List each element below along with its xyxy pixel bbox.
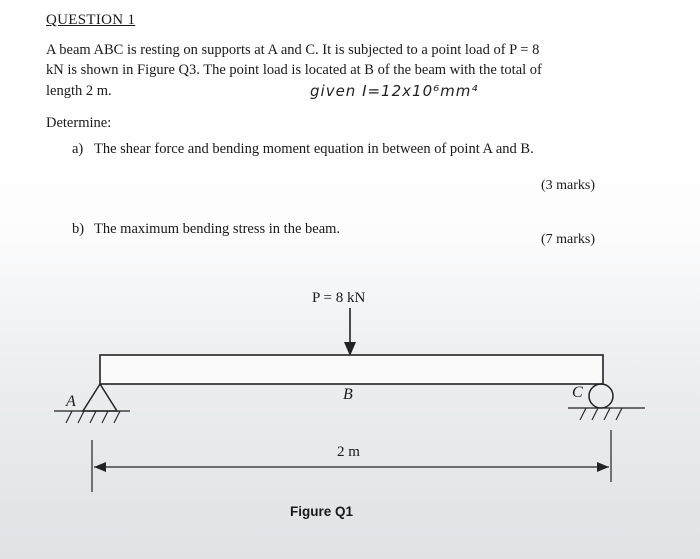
- load-label: P = 8 kN: [312, 290, 366, 306]
- load-arrow: [344, 308, 356, 356]
- point-a-label: A: [66, 393, 76, 410]
- span-label: 2 m: [337, 444, 360, 460]
- part-a-marks: (3 marks): [541, 178, 596, 193]
- point-b-label: B: [343, 386, 353, 403]
- beam: [100, 355, 603, 384]
- intro-line-3: length 2 m.: [46, 83, 112, 99]
- figure-caption: Figure Q1: [290, 504, 354, 519]
- part-a-text: The shear force and bending moment equation in between of point A and B.: [94, 141, 534, 157]
- handwritten-note: given I=12x10⁶mm⁴: [310, 82, 479, 100]
- point-c-label: C: [572, 384, 583, 401]
- span-dimension: [92, 430, 611, 492]
- question-title: QUESTION 1: [46, 12, 136, 28]
- intro-line-1: A beam ABC is resting on supports at A and C. It is subjected to a point load of P = 8: [46, 42, 540, 58]
- part-a-label: a): [72, 141, 84, 157]
- part-b-label: b): [72, 221, 85, 237]
- part-b-text: The maximum bending stress in the beam.: [94, 221, 341, 237]
- intro-line-2: kN is shown in Figure Q3. The point load is located at B of the beam with the total of: [46, 62, 542, 78]
- determine-label: Determine:: [46, 115, 112, 131]
- part-b-marks: (7 marks): [541, 232, 596, 247]
